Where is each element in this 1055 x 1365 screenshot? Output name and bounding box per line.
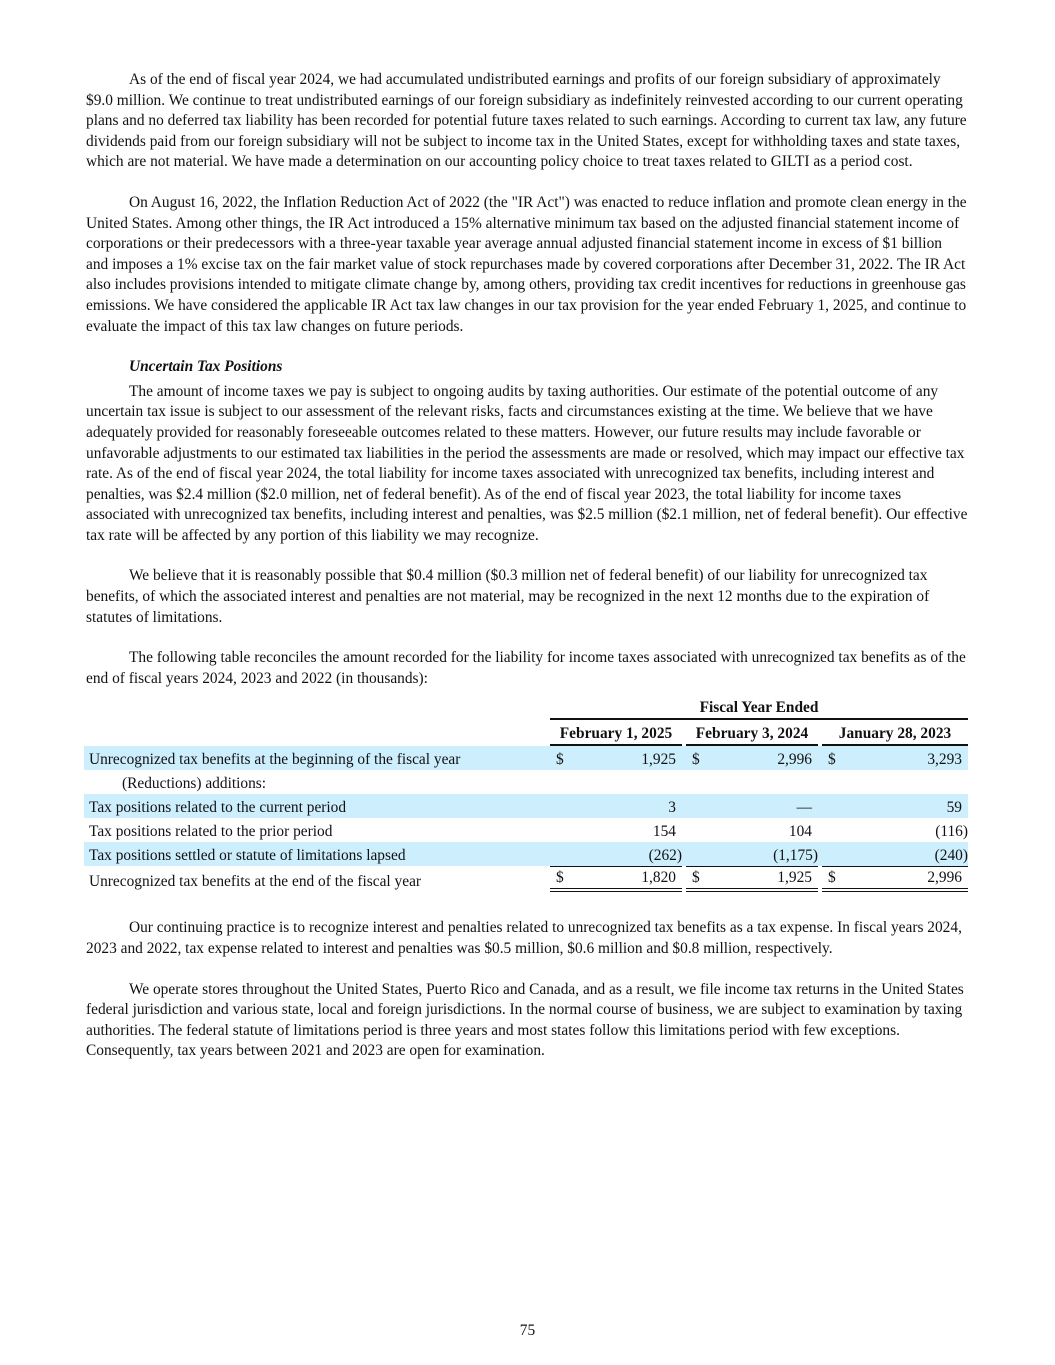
value-fy2022: (116) bbox=[935, 823, 968, 841]
paragraph-foreign-earnings: As of the end of fiscal year 2024, we had accumulated undistributed earnings and profits of our foreign subsidiary of approximately $9.0 million. We continue to treat undistributed earnings of our foreign subsidiary as indefinitely reinvested according to our current operating plans and no deferred tax liability has been recorded for potential future taxes related to such earnings. According to current tax law, any future dividends paid from our foreign subsidiary will not be subject to income tax in the United States, except for withholding taxes and state taxes, which are not material. We have made a determination on our accounting policy choice to treat taxes related to GILTI as a period cost. bbox=[86, 71, 967, 171]
document-page bbox=[86, 70, 968, 1062]
column-header-fy2023: February 3, 2024 bbox=[686, 720, 818, 746]
row-label: Tax positions settled or statute of limitations lapsed bbox=[84, 842, 550, 866]
value-fy2023: 104 bbox=[788, 823, 812, 841]
value-fy2023: 2,996 bbox=[706, 746, 818, 770]
dollar-sign: $ bbox=[550, 866, 570, 892]
paragraph-ir-act: On August 16, 2022, the Inflation Reduction Act of 2022 (the "IR Act") was enacted to reduce inflation and promote clean energy in the United States. Among other things, the IR Act introduced a 15% alternative minimum tax based on the adjusted financial statement income of corporations or their predecessors with a three-year taxable year average annual adjusted financial statement income in excess of $1 billion and imposes a 1% excise tax on the fair market value of stock repurchases made by covered corporations after December 31, 2022. The IR Act also includes provisions intended to mitigate climate change by, among others, providing tax credit incentives for reductions in greenhouse gas emissions. We have considered the applicable IR Act tax law changes in our tax provision for the year ended February 1, 2025, and continue to evaluate the impact of this tax law changes on future periods. bbox=[86, 193, 967, 335]
dollar-sign: $ bbox=[686, 746, 706, 770]
unrecognized-tax-benefits-table bbox=[84, 696, 968, 892]
table-row bbox=[84, 746, 968, 770]
value-fy2022: 59 bbox=[842, 794, 968, 818]
value-fy2024: (262) bbox=[570, 842, 682, 866]
table-row bbox=[84, 794, 968, 818]
paragraph-reasonably-possible: We believe that it is reasonably possible that $0.4 million ($0.3 million net of federal benefit) of our liability for unrecognized tax benefits, of which the associated interest and penalties are not material, may be recognized in the next 12 months due to the expiration of statutes of limitations. bbox=[86, 567, 930, 626]
row-label: Unrecognized tax benefits at the beginning of the fiscal year bbox=[84, 746, 550, 770]
paragraph-jurisdictions: We operate stores throughout the United States, Puerto Rico and Canada, and as a result, we file income tax returns in the United States federal jurisdiction and various state, local and foreign jurisdictions. In the normal course of business, we are subject to examination by taxing authorities. The federal statute of limitations period is three years and most states follow this limitations period with few exceptions. Consequently, tax years between 2021 and 2023 are open for examination. bbox=[86, 980, 964, 1060]
value-fy2024: 154 bbox=[652, 823, 676, 841]
table-row bbox=[84, 818, 968, 842]
row-label: Tax positions related to the current period bbox=[84, 794, 550, 818]
dollar-sign: $ bbox=[686, 866, 706, 892]
value-fy2022: 3,293 bbox=[842, 746, 968, 770]
page-number: 75 bbox=[519, 1322, 536, 1339]
row-label: Unrecognized tax benefits at the end of the fiscal year bbox=[89, 873, 422, 891]
section-heading-uncertain-tax: Uncertain Tax Positions bbox=[129, 358, 283, 376]
column-header-fy2022: January 28, 2023 bbox=[822, 720, 968, 746]
value-fy2022: 2,996 bbox=[842, 866, 968, 892]
paragraph-audits: The amount of income taxes we pay is subject to ongoing audits by taxing authorities. Our estimate of the potential outcome of any uncertain tax issue is subject to our assessment of the relevant risks, facts and circumstances existing at the time. We believe that we have adequately provided for reasonably foreseeable outcomes related to these matters. However, our future results may include favorable or unfavorable adjustments to our estimated tax liabilities in the period the assessments are made or resolved, which may impact our effective tax rate. As of the end of fiscal year 2024, the total liability for income taxes associated with unrecognized tax benefits, including interest and penalties, was $2.4 million ($2.0 million, net of federal benefit). As of the end of fiscal year 2023, the total liability for income taxes associated with unrecognized tax benefits, including interest and penalties, was $2.5 million ($2.1 million, net of federal benefit). Our effective tax rate will be affected by any portion of this liability we may recognize. bbox=[86, 382, 968, 544]
row-label: (Reductions) additions: bbox=[122, 775, 267, 793]
column-header-fy2024: February 1, 2025 bbox=[550, 720, 682, 746]
dollar-sign: $ bbox=[550, 746, 570, 770]
value-fy2024: 1,925 bbox=[570, 746, 682, 770]
dollar-sign: $ bbox=[822, 746, 842, 770]
table-row-total bbox=[84, 866, 968, 892]
table-row bbox=[84, 842, 968, 866]
table-column-header-row bbox=[84, 720, 968, 746]
row-label: Tax positions related to the prior period bbox=[89, 823, 333, 841]
fiscal-year-ended-header: Fiscal Year Ended bbox=[550, 696, 968, 720]
value-fy2024: 3 bbox=[570, 794, 682, 818]
table-group-header-row bbox=[84, 696, 968, 720]
value-fy2024: 1,820 bbox=[570, 866, 682, 892]
paragraph-interest-penalties: Our continuing practice is to recognize interest and penalties related to unrecognized tax benefits as a tax expense. In fiscal years 2024, 2023 and 2022, tax expense related to interest and penalties was $0.5 million, $0.6 million and $0.8 million, respectively. bbox=[86, 919, 962, 958]
value-fy2022: (240) bbox=[842, 842, 968, 866]
table-row bbox=[84, 770, 968, 794]
paragraph-table-intro: The following table reconciles the amount recorded for the liability for income taxes associated with unrecognized tax benefits as of the end of fiscal years 2024, 2023 and 2022 (in thousands): bbox=[86, 649, 966, 687]
value-fy2023: — bbox=[706, 794, 818, 818]
value-fy2023: 1,925 bbox=[706, 866, 818, 892]
dollar-sign: $ bbox=[822, 866, 842, 892]
value-fy2023: (1,175) bbox=[706, 842, 818, 866]
